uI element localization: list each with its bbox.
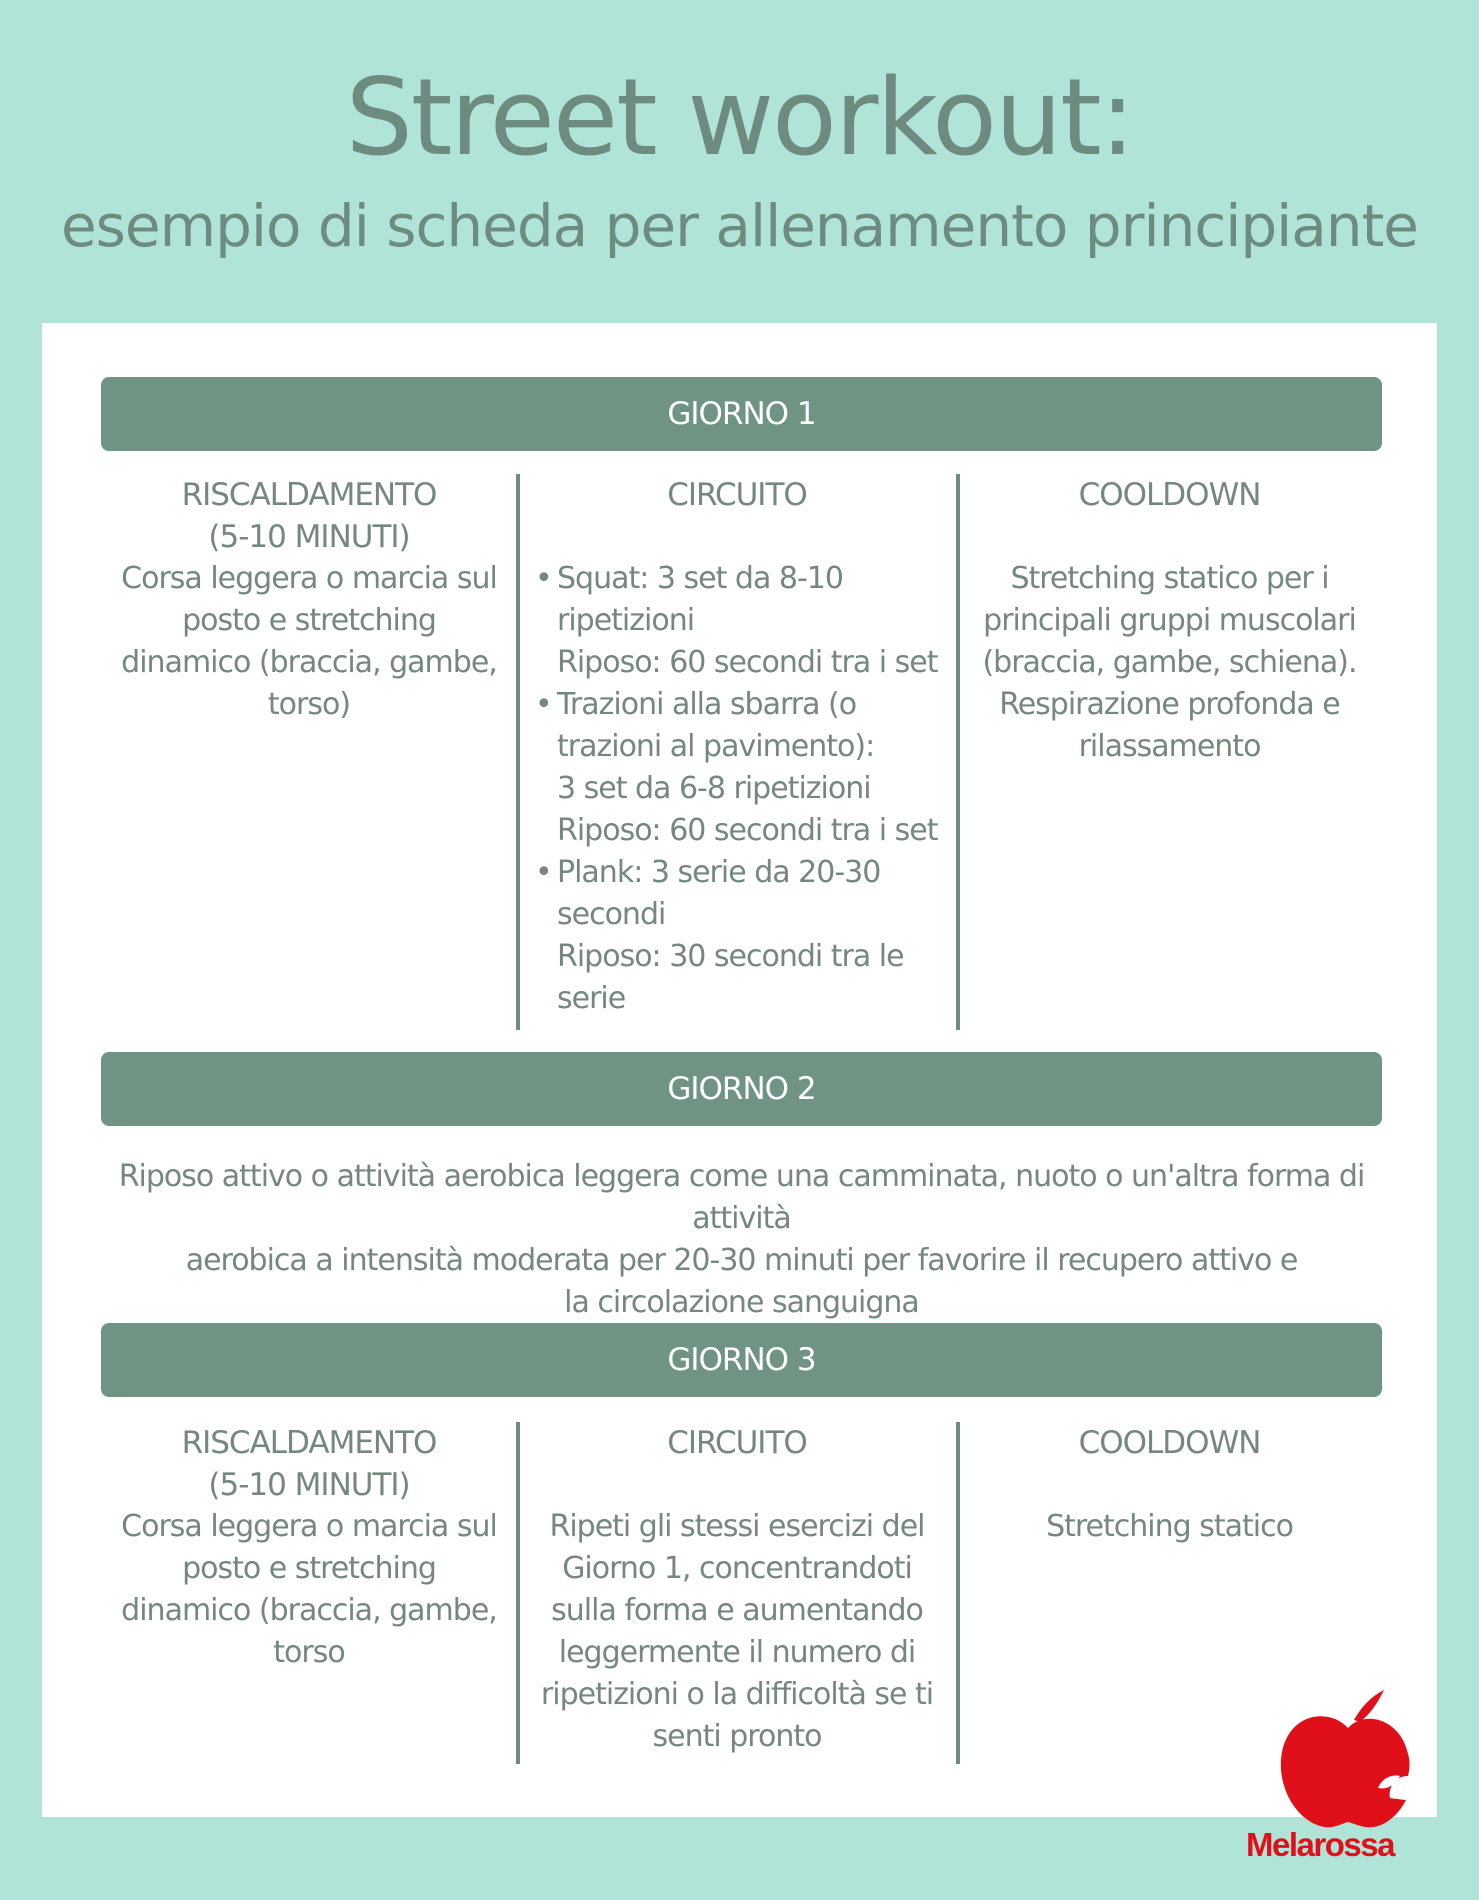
list-item-line: Riposo: 60 secondi tra i set	[557, 813, 938, 848]
day3-circuit-column	[517, 1422, 957, 1758]
list-item-line: Squat: 3 set da 8-10	[557, 561, 843, 596]
bullet-icon: •	[535, 855, 552, 890]
day2-text	[101, 1156, 1382, 1324]
bullet-icon: •	[535, 561, 552, 596]
day1-cooldown-title: COOLDOWN	[1078, 477, 1261, 513]
list-item	[535, 852, 957, 1020]
day1-warmup-column	[101, 474, 517, 726]
day1-circuit-title: CIRCUITO	[667, 477, 807, 513]
list-item	[535, 684, 957, 852]
list-item-line: Riposo: 30 secondi tra le	[557, 939, 904, 974]
day3-circuit-title: CIRCUITO	[667, 1425, 807, 1461]
day1-cooldown-text: Stretching statico per i principali gruppi muscolari (braccia, gambe, schiena). Respirazione profonda e rilassamento	[982, 561, 1357, 764]
day1-circuit-list	[517, 558, 957, 1020]
day1-warmup-text: Corsa leggera o marcia sul posto e stretching dinamico (braccia, gambe, torso)	[121, 561, 497, 722]
list-item	[535, 558, 957, 684]
day3-circuit-text: Ripeti gli stessi esercizi del Giorno 1, concentrandoti sulla forma e aumentando leggermente il numero di ripetizioni o la difficoltà se ti senti pronto	[540, 1509, 934, 1754]
list-item-line: secondi	[557, 897, 666, 932]
day2-header: GIORNO 2	[101, 1052, 1382, 1126]
list-item-line: 3 set da 6-8 ripetizioni	[557, 771, 871, 806]
list-item-line: ripetizioni	[557, 603, 695, 638]
day1-circuit-column	[517, 474, 957, 1020]
day3-warmup-title: RISCALDAMENTO	[181, 1425, 437, 1461]
bullet-icon: •	[535, 687, 552, 722]
day3-header: GIORNO 3	[101, 1323, 1382, 1397]
list-item-line: Trazioni alla sbarra (o	[557, 687, 857, 722]
page-title: Street workout:	[345, 56, 1134, 179]
day1-columns	[101, 474, 1382, 1030]
day3-cooldown-column	[957, 1422, 1382, 1548]
day3-warmup-column	[101, 1422, 517, 1674]
day2-text-line: aerobica a intensità moderata per 20-30 minuti per favorire il recupero attivo e	[185, 1243, 1298, 1278]
day1-cooldown-column	[957, 474, 1382, 768]
day3-cooldown-title: COOLDOWN	[1078, 1425, 1261, 1461]
day1-warmup-title: RISCALDAMENTO	[181, 477, 437, 513]
day1-warmup-duration: (5-10 MINUTI)	[208, 519, 410, 555]
list-item-line: serie	[557, 981, 626, 1016]
day2-text-line: la circolazione sanguigna	[564, 1285, 919, 1320]
brand-name: Melarossa	[1246, 1826, 1394, 1863]
day3-warmup-duration: (5-10 MINUTI)	[208, 1467, 410, 1503]
day2-text-line: Riposo attivo o attività aerobica leggera come una camminata, nuoto o un'altra forma di attività	[118, 1159, 1365, 1236]
list-item-line: Riposo: 60 secondi tra i set	[557, 645, 938, 680]
day3-warmup-text: Corsa leggera o marcia sul posto e stretching dinamico (braccia, gambe, torso	[121, 1509, 497, 1670]
list-item-line: Plank: 3 serie da 20-30	[557, 855, 881, 890]
apple-icon	[1260, 1672, 1432, 1842]
day3-columns	[101, 1422, 1382, 1764]
page-subtitle: esempio di scheda per allenamento principiante	[61, 192, 1418, 260]
list-item-line: trazioni al pavimento):	[557, 729, 875, 764]
day1-header: GIORNO 1	[101, 377, 1382, 451]
day3-cooldown-text: Stretching statico	[1046, 1509, 1293, 1544]
